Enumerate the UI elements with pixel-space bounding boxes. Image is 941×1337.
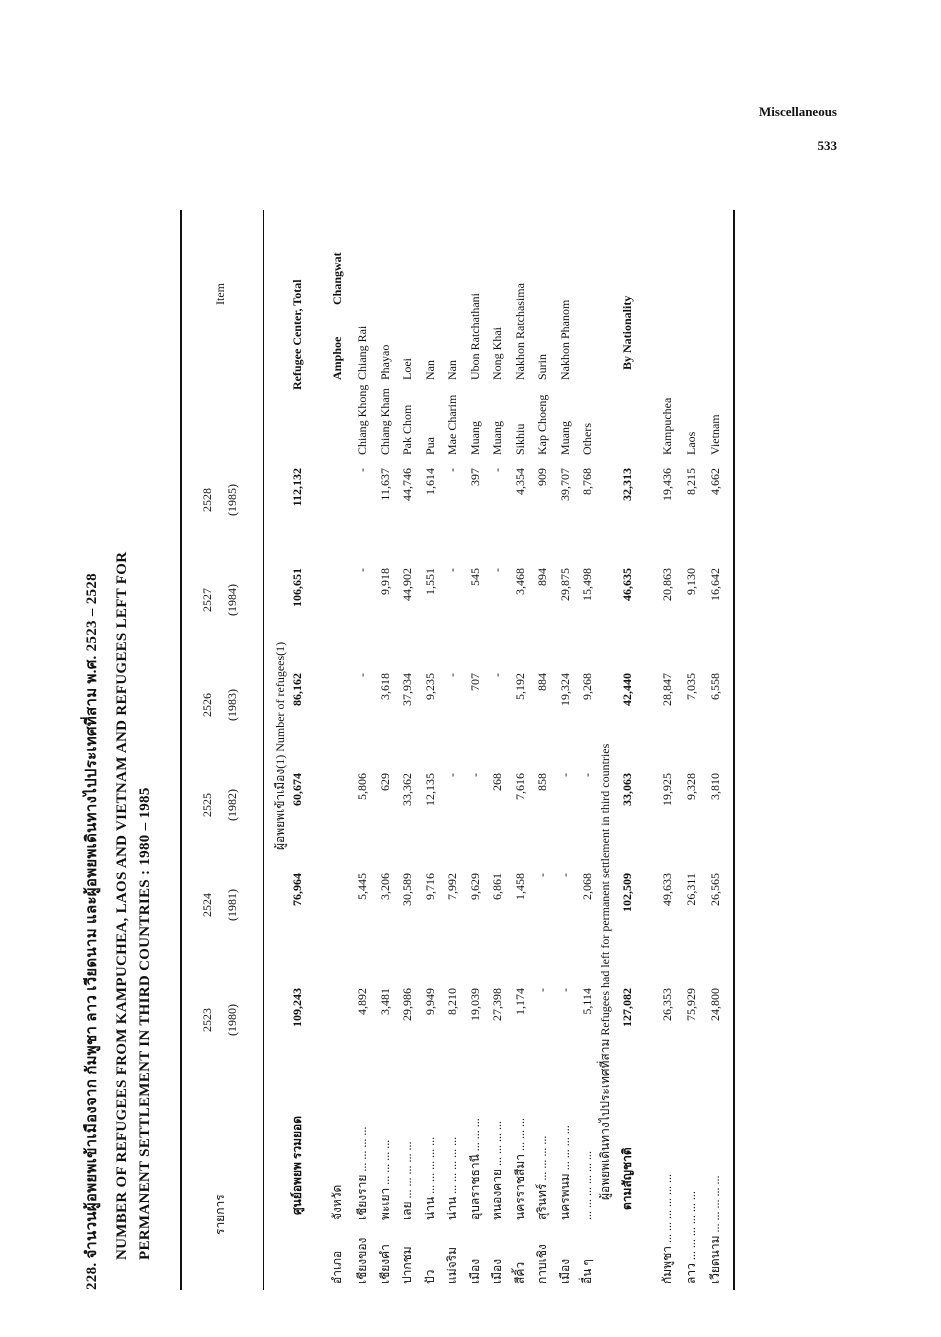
nationality-en-cell: Laos [684,431,698,455]
table-cell: 1,458 [513,873,527,900]
table-cell: 44,902 [400,568,414,601]
table-cell: 3,481 [378,988,392,1015]
table-cell: 858 [535,773,549,791]
section1-label: ผู้อพยพเข้าเมือง(1) Number of refugees(1) [273,641,287,850]
section1-total-cell: 112,132 [290,468,304,507]
changwat-thai-cell: หนองคาย ... ... ... ... [490,1121,504,1220]
top-rule [180,210,182,1290]
year-header-ad: (1980) [225,1004,239,1036]
changwat-header-en: Changwat [330,252,344,305]
amphoe-thai-cell: สีคิ้ว [513,1261,527,1284]
table-cell: - [445,673,459,677]
table-cell: 5,806 [355,773,369,800]
changwat-en-cell: Chiang Rai [355,325,369,380]
year-header-be: 2528 [200,488,214,512]
section2-total-cell: 46,635 [620,568,634,601]
amphoe-en-cell: Chiang Kham [378,388,392,455]
year-header-be: 2527 [200,588,214,612]
table-cell: 39,707 [558,468,572,501]
section2-total-thai: ตามสัญชาติ [620,1147,634,1210]
table-cell: 75,929 [684,988,698,1021]
changwat-thai-cell: สุรินทร์ ... ... ... ... [535,1135,549,1220]
table-cell: 397 [468,468,482,486]
table-cell: 9,235 [423,673,437,700]
amphoe-thai-cell: ปัว [423,1269,437,1284]
table-cell: - [445,773,459,777]
table-cell: 884 [535,673,549,691]
table-cell: 6,861 [490,873,504,900]
table-cell: 8,768 [580,468,594,495]
table-cell: 9,716 [423,873,437,900]
table-cell: 9,629 [468,873,482,900]
table-cell: 29,986 [400,988,414,1021]
amphoe-header-en: Amphoe [330,336,344,380]
table-cell: 7,616 [513,773,527,800]
section2-total-cell: 127,082 [620,988,634,1027]
table-cell: 4,354 [513,468,527,495]
table-cell: 7,992 [445,873,459,900]
changwat-en-cell: Nakhon Ratchasima [513,283,527,380]
header-rule [263,210,264,1290]
amphoe-en-cell: Muang [558,421,572,455]
changwat-header-thai: จังหวัด [330,1184,344,1220]
table-cell: 9,328 [684,773,698,800]
changwat-thai-cell: เลย ... ... ... ... ... [400,1141,414,1220]
table-cell: - [535,988,549,992]
changwat-en-cell: Nakhon Phanom [558,299,572,380]
table-cell: - [355,568,369,572]
changwat-thai-cell: น่าน ... ... ... ... ... [445,1136,459,1220]
table-cell: 49,633 [660,873,674,906]
table-cell: - [490,468,504,472]
table-cell: 5,192 [513,673,527,700]
section2-label: ผู้อพยพเดินทางไปประเทศที่สาม Refugees had left for permanent settlement in third countries [598,743,612,1200]
changwat-thai-cell: พะเยา ... ... ... ... [378,1139,392,1220]
amphoe-thai-cell: เมือง [490,1258,504,1284]
table-cell: 15,498 [580,568,594,601]
amphoe-thai-cell: ปากชม [400,1246,414,1284]
table-title-en-line1: NUMBER OF REFUGEES FROM KAMPUCHEA, LAOS AND VIETNAM AND REFUGEES LEFT FOR [114,551,130,1260]
table-cell: 20,863 [660,568,674,601]
changwat-thai-cell: เชียงราย ... ... ... ... [355,1126,369,1220]
section1-total-cell: 76,964 [290,873,304,906]
table-cell: 5,114 [580,988,594,1015]
table-cell: 19,436 [660,468,674,501]
table-cell: - [355,673,369,677]
nationality-thai-cell: เวียดนาม ... ... ... ... ... [708,1175,722,1284]
section2-total-cell: 102,509 [620,873,634,912]
table-cell: 5,445 [355,873,369,900]
table-cell: - [535,873,549,877]
changwat-en-cell: Nan [423,360,437,380]
section1-total-cell: 86,162 [290,673,304,706]
table-cell: 1,551 [423,568,437,595]
section2-total-en: By Nationality [620,295,634,370]
table-cell: - [558,873,572,877]
changwat-thai-cell: นครราชสีมา ... ... ... [513,1118,527,1220]
table-cell: 1,614 [423,468,437,495]
table-cell: 33,362 [400,773,414,806]
table-cell: - [445,468,459,472]
changwat-en-cell: Phayao [378,344,392,380]
table-cell: 7,035 [684,673,698,700]
changwat-en-cell: Nan [445,360,459,380]
table-cell: 9,918 [378,568,392,595]
table-cell: 28,847 [660,673,674,706]
table-cell: 909 [535,468,549,486]
table-title-en-line2: PERMANENT SETTLEMENT IN THIRD COUNTRIES : 1980 – 1985 [137,787,153,1260]
item-header-en: Item [213,283,227,305]
year-header-ad: (1981) [225,889,239,921]
table-cell: 44,746 [400,468,414,501]
table-cell: - [490,568,504,572]
section1-total-cell: 109,243 [290,988,304,1027]
table-cell: 9,268 [580,673,594,700]
table-cell: 1,174 [513,988,527,1015]
table-cell: 9,949 [423,988,437,1015]
table-cell: 894 [535,568,549,586]
table-cell: - [355,468,369,472]
section1-total-en: Refugee Center, Total [290,279,304,390]
table-cell: - [580,773,594,777]
amphoe-en-cell: Pua [423,437,437,455]
year-header-be: 2526 [200,693,214,717]
changwat-thai-cell: อุบลราชธานี ... ... ... [468,1118,482,1220]
changwat-en-cell: Ubon Ratchathani [468,293,482,380]
year-header-be: 2523 [200,1008,214,1032]
bottom-rule [733,210,735,1290]
amphoe-en-cell: Others [580,423,594,455]
section1-total-cell: 106,651 [290,568,304,607]
table-cell: 26,311 [684,873,698,906]
year-header-be: 2525 [200,793,214,817]
amphoe-thai-cell: เชียงคำ [378,1244,392,1284]
amphoe-header-thai: อำเภอ [330,1250,344,1284]
table-cell: 4,662 [708,468,722,495]
table-cell: - [558,773,572,777]
table-cell: 19,039 [468,988,482,1021]
changwat-thai-cell: น่าน ... ... ... ... ... [423,1136,437,1220]
amphoe-en-cell: Kap Choeng [535,394,549,455]
table-cell: 8,210 [445,988,459,1015]
amphoe-en-cell: Sikhiu [513,423,527,455]
rotated-table-page [85,210,745,1290]
year-header-ad: (1984) [225,584,239,616]
amphoe-en-cell: Chiang Khong [355,384,369,455]
table-cell: - [468,773,482,777]
changwat-thai-cell: ... ... ... ... ... ... [580,1151,594,1220]
page-number: 533 [817,138,837,153]
amphoe-en-cell: Muang [468,421,482,455]
amphoe-thai-cell: เมือง [468,1258,482,1284]
nationality-en-cell: Kampuchea [660,397,674,455]
year-header-ad: (1983) [225,689,239,721]
table-cell: 9,130 [684,568,698,595]
table-cell: 3,810 [708,773,722,800]
section2-total-cell: 33,063 [620,773,634,806]
table-cell: 27,398 [490,988,504,1021]
amphoe-thai-cell: กาบเชิง [535,1244,549,1284]
amphoe-en-cell: Mae Charim [445,394,459,455]
amphoe-en-cell: Pak Chom [400,404,414,455]
item-header-thai: รายการ [213,1194,227,1235]
year-header-ad: (1985) [225,484,239,516]
table-cell: 24,800 [708,988,722,1021]
table-cell: 16,642 [708,568,722,601]
amphoe-thai-cell: เมือง [558,1258,572,1284]
table-cell: - [445,568,459,572]
table-cell: - [558,988,572,992]
changwat-en-cell: Loei [400,358,414,380]
section2-total-cell: 32,313 [620,468,634,501]
table-cell: 3,618 [378,673,392,700]
amphoe-thai-cell: อื่น ๆ [580,1259,594,1284]
table-cell: 26,565 [708,873,722,906]
changwat-en-cell: Nong Khai [490,327,504,380]
table-cell: 2,068 [580,873,594,900]
year-header-be: 2524 [200,893,214,917]
table-cell: 11,637 [378,468,392,501]
changwat-en-cell: Surin [535,353,549,380]
running-header-section: Miscellaneous [759,104,837,119]
section2-total-cell: 42,440 [620,673,634,706]
amphoe-thai-cell: เชียงของ [355,1237,369,1284]
table-cell: 707 [468,673,482,691]
table-cell: 29,875 [558,568,572,601]
table-cell: 4,892 [355,988,369,1015]
changwat-thai-cell: นครพนม ... ... ... ... [558,1125,572,1220]
nationality-thai-cell: กัมพูชา ... ... ... ... ... ... [660,1174,674,1284]
table-cell: 8,215 [684,468,698,495]
table-cell: 268 [490,773,504,791]
section1-total-cell: 60,674 [290,773,304,806]
table-cell: 19,324 [558,673,572,706]
table-cell: 37,934 [400,673,414,706]
amphoe-thai-cell: แม่จริม [445,1246,459,1284]
year-header-ad: (1982) [225,789,239,821]
table-cell: 19,925 [660,773,674,806]
table-cell: 629 [378,773,392,791]
nationality-thai-cell: ลาว ... ... ... ... ... ... [684,1191,698,1284]
nationality-en-cell: Vietnam [708,414,722,455]
table-cell: 545 [468,568,482,586]
table-cell: 3,468 [513,568,527,595]
section1-total-thai: ศูนย์อพยพ รวมยอด [290,1115,304,1215]
table-cell: 26,353 [660,988,674,1021]
amphoe-en-cell: Muang [490,421,504,455]
table-cell: 3,206 [378,873,392,900]
table-cell: 30,589 [400,873,414,906]
table-cell: 12,135 [423,773,437,806]
table-title-thai: 228. จำนวนผู้อพยพเข้าเมืองจาก กัมพูชา ลาว เวียดนาม และผู้อพยพเดินทางไปประเทศที่สาม พ.ศ. 2523 – 2528 [84,573,100,1290]
table-cell: - [490,673,504,677]
table-cell: 6,558 [708,673,722,700]
